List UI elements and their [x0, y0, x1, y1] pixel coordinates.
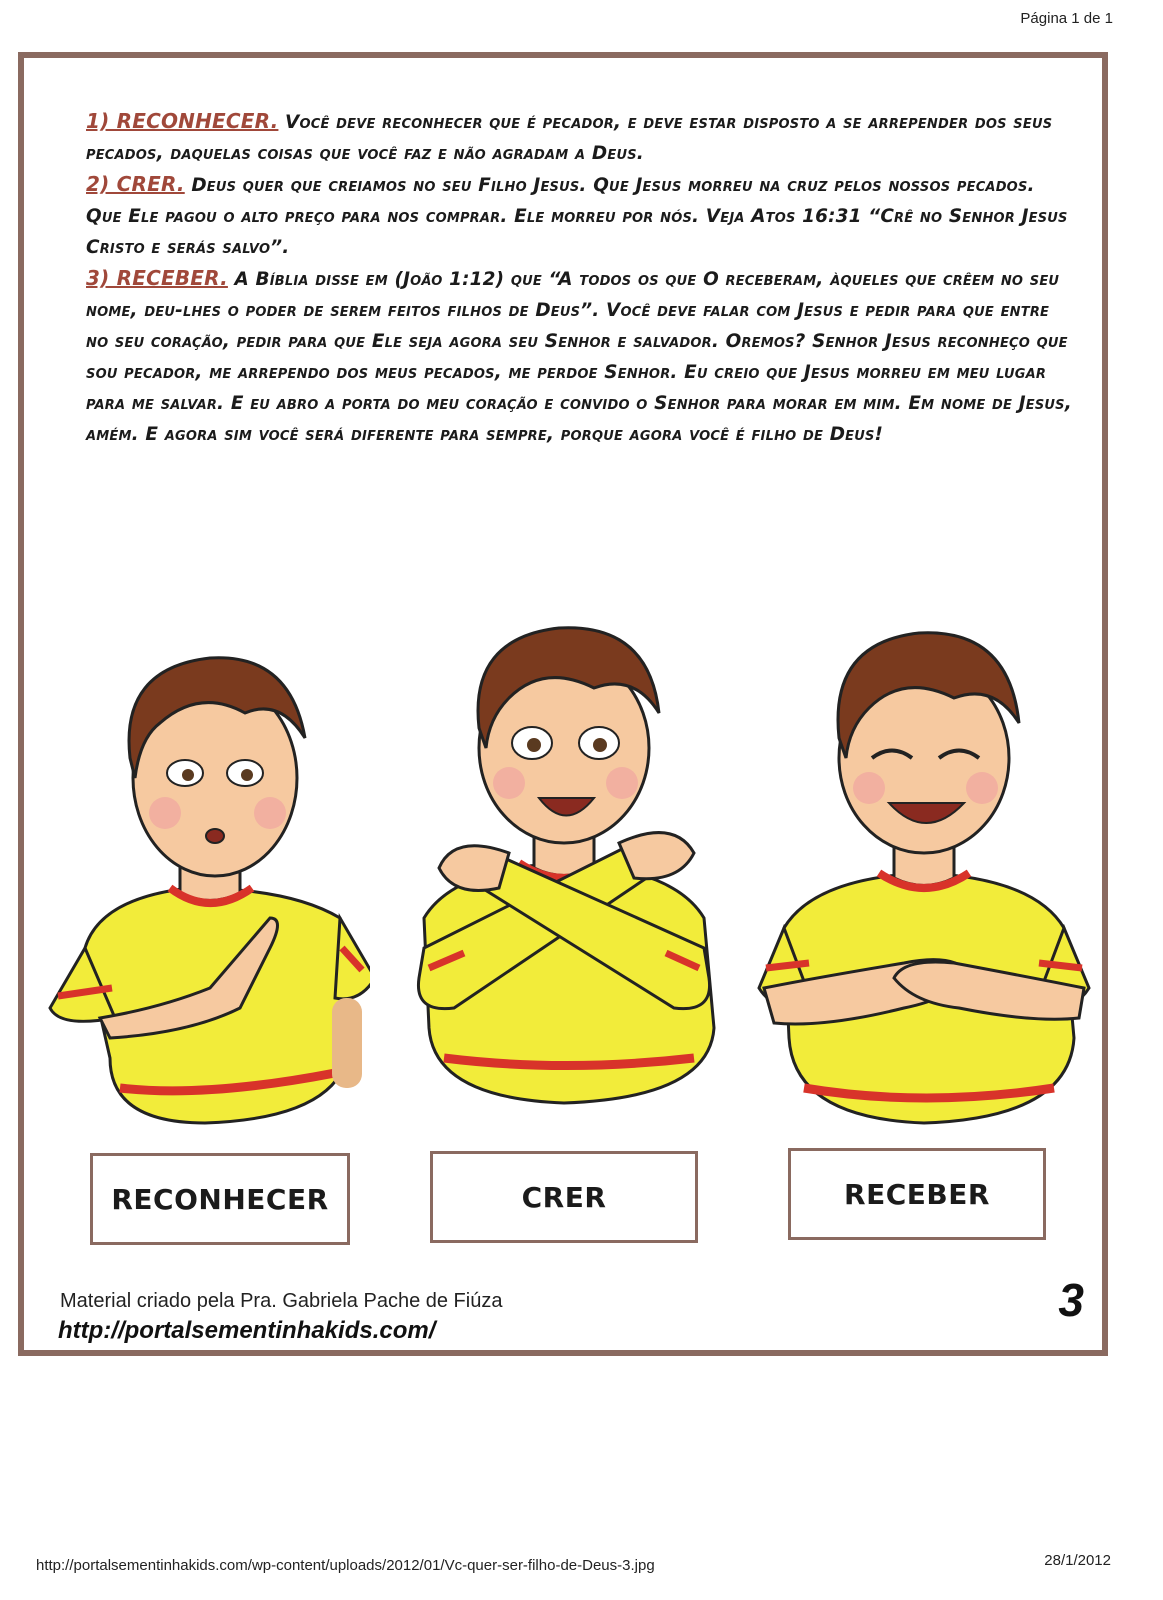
boy-crer-illustration — [394, 618, 734, 1128]
step-3-paragraph — [86, 263, 1076, 450]
step-1-text: Você deve reconhecer que é pecador, e deve estar disposto a se arrepender dos seus pecados, daquelas coisas que você faz e não agradam a Deus. — [86, 112, 1053, 164]
step-1-paragraph — [86, 106, 1076, 169]
print-page-header: Página 1 de 1 — [1020, 10, 1113, 27]
worksheet-frame — [18, 52, 1108, 1356]
label-box-crer — [430, 1151, 698, 1243]
label-box-receber — [788, 1148, 1046, 1240]
footer-date: 28/1/2012 — [1044, 1552, 1111, 1569]
step-2-text: Deus quer que creiamos no seu Filho Jesus. Que Jesus morreu na cruz pelos nossos pecados. Que Ele pagou o alto preço para nos comprar. Ele morreu por nós. Veja Atos 16:31 “Crê no Senhor Jesus Cristo e serás salvo”. — [86, 175, 1068, 258]
step-3-text: A Bíblia disse em (João 1:12) que “A todos os que O receberam, àqueles que crêem no seu nome, deu-lhes o poder de serem feitos filhos de Deus”. Você deve falar com Jesus e pedir para que entre no seu coração, pedir para que Ele seja agora seu Senhor e salvador. Oremos? Senhor Jesus reconheço que sou pecador, me arrependo dos meus pecados, me perdoe Senhor. Eu creio que Jesus morreu em meu lugar para me salvar. E eu abro a porta do meu coração e convido o Senhor para morar em mim. Em nome de Jesus, amém. E agora sim você será diferente para sempre, porque agora você é filho de Deus! — [86, 269, 1072, 445]
site-url: http://portalsementinhakids.com/ — [58, 1317, 436, 1344]
label-reconhecer: RECONHECER — [111, 1182, 329, 1216]
footer-source-url: http://portalsementinhakids.com/wp-content/uploads/2012/01/Vc-quer-ser-filho-de-Deus-3.jpg — [36, 1557, 655, 1574]
step-1-heading: 1) RECONHECER. — [86, 109, 279, 133]
label-receber: RECEBER — [844, 1177, 990, 1211]
label-box-reconhecer — [90, 1153, 350, 1245]
instructions-text — [86, 106, 1076, 450]
step-3-heading: 3) RECEBER. — [86, 266, 228, 290]
step-2-heading: 2) CRER. — [86, 172, 185, 196]
page-number: 3 — [1058, 1274, 1084, 1326]
boy-receber-illustration — [754, 618, 1094, 1128]
author-credit: Material criado pela Pra. Gabriela Pache de Fiúza — [60, 1290, 503, 1312]
label-crer: CRER — [521, 1180, 607, 1214]
boy-reconhecer-illustration — [40, 618, 370, 1128]
illustrations-row — [24, 618, 1102, 1158]
step-2-paragraph — [86, 169, 1076, 263]
